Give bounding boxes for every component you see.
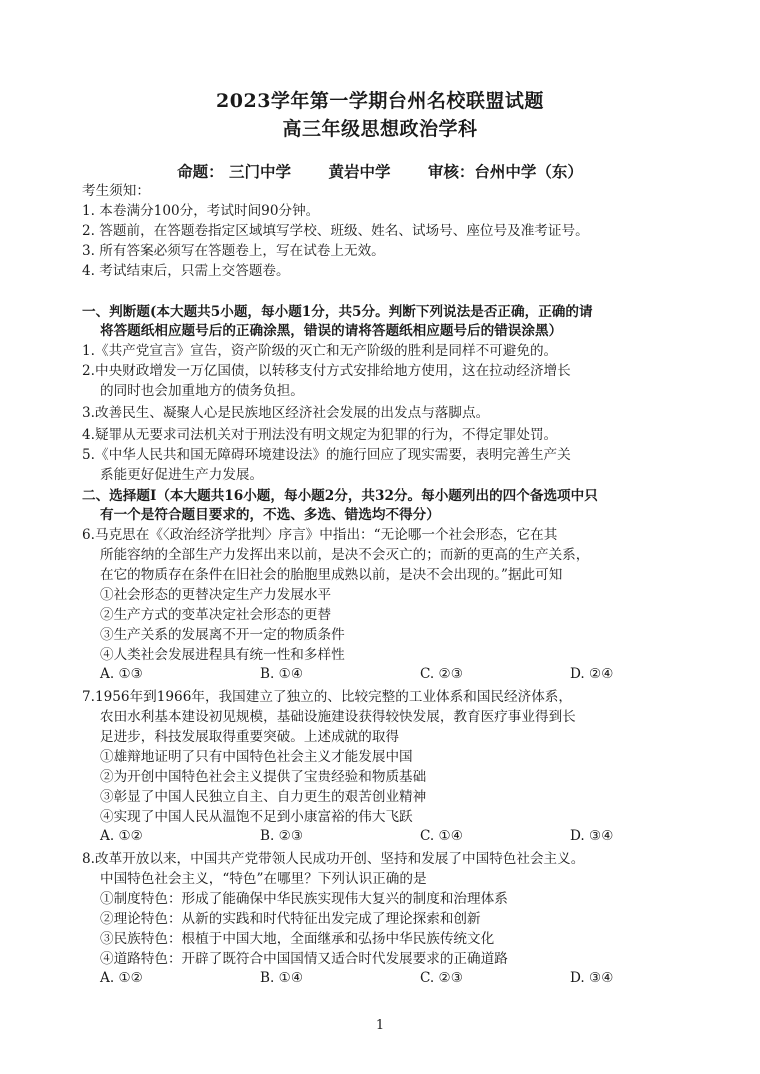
section2-heading-cont: 有一个是符合题目要求的，不选、多选、错选均不得分） <box>100 507 440 523</box>
section1-heading: 一、判断题(本大题共5小题，每小题1分，共5分。判断下列说法是否正确，正确的请 <box>82 304 593 320</box>
section2-heading: 二、选择题Ⅰ（本大题共16小题，每小题2分，共32分。每小题列出的四个备选项中只 <box>82 488 598 504</box>
option-b[interactable]: B. ②③ <box>260 828 304 844</box>
question-8-item: ④道路特色：开辟了既符合中国国情又适合时代发展要求的正确道路 <box>100 951 508 967</box>
question-6-stem: 在它的物质存在条件在旧社会的胎胞里成熟以前，是决不会出现的。”据此可知 <box>100 567 563 583</box>
notice-item: 1. 本卷满分100分，考试时间90分钟。 <box>82 203 320 219</box>
question-6-item: ④人类社会发展进程具有统一性和多样性 <box>100 647 345 663</box>
option-a[interactable]: A. ①② <box>100 970 143 986</box>
exam-subtitle: 高三年级思想政治学科 <box>282 118 478 140</box>
question-8-item: ②理论特色：从新的实践和时代特征出发完成了理论探索和创新 <box>100 911 481 927</box>
question-7-item: ④实现了中国人民从温饱不足到小康富裕的伟大飞跃 <box>100 809 413 825</box>
notice-heading: 考生须知： <box>82 183 150 199</box>
question-7-item: ③彰显了中国人民独立自主、自力更生的艰苦创业精神 <box>100 789 427 805</box>
option-d[interactable]: D. ②④ <box>570 666 614 682</box>
option-c[interactable]: C. ②③ <box>420 666 463 682</box>
option-d[interactable]: D. ③④ <box>570 828 614 844</box>
question-7-item: ①雄辩地证明了只有中国特色社会主义才能发展中国 <box>100 749 413 765</box>
question-6-item: ③生产关系的发展离不开一定的物质条件 <box>100 627 345 643</box>
question-7-stem: 足进步，科技发展取得重要突破。上述成就的取得 <box>100 729 400 745</box>
question-6-item: ②生产方式的变革决定社会形态的更替 <box>100 607 332 623</box>
question-6-stem: 6.马克思在《〈政治经济学批判〉序言》中指出：“无论哪一个社会形态，它在其 <box>82 527 558 543</box>
exam-title: 2023学年第一学期台州名校联盟试题 <box>216 90 544 112</box>
judge-item-4: 4.疑罪从无要求司法机关对于刑法没有明文规定为犯罪的行为，不得定罪处罚。 <box>82 427 558 443</box>
option-c[interactable]: C. ①④ <box>420 828 463 844</box>
option-b[interactable]: B. ①④ <box>260 666 304 682</box>
question-8-options <box>100 970 660 989</box>
author-school: 黄岩中学 <box>328 162 391 181</box>
option-a[interactable]: A. ①③ <box>100 666 143 682</box>
question-6-options <box>100 666 660 685</box>
judge-item-1: 1.《共产党宣言》宣告，资产阶级的灭亡和无产阶级的胜利是同样不可避免的。 <box>82 343 558 359</box>
question-7-stem: 7.1956年到1966年，我国建立了独立的、比较完整的工业体系和国民经济体系， <box>82 689 572 705</box>
option-d[interactable]: D. ③④ <box>570 970 614 986</box>
notice-item: 3. 所有答案必须写在答题卷上，写在试卷上无效。 <box>82 243 385 259</box>
question-7-options <box>100 828 660 847</box>
author-reviewer: 审核：台州中学（东） <box>427 162 583 181</box>
question-8-item: ③民族特色：根植于中国大地，全面继承和弘扬中华民族传统文化 <box>100 931 495 947</box>
question-6-stem: 所能容纳的全部生产力发挥出来以前，是决不会灭亡的；而新的更高的生产关系， <box>100 547 590 563</box>
option-a[interactable]: A. ①② <box>100 828 143 844</box>
judge-item-2-cont: 的同时也会加重地方的债务负担。 <box>100 383 304 399</box>
question-8-stem: 8.改革开放以来，中国共产党带领人民成功开创、坚持和发展了中国特色社会主义。 <box>82 851 585 867</box>
question-8-stem: 中国特色社会主义，“特色”在哪里？下列认识正确的是 <box>100 871 427 887</box>
section1-heading-cont: 将答题纸相应题号后的正确涂黑，错误的请将答题纸相应题号后的错误涂黑） <box>100 323 563 339</box>
question-6-item: ①社会形态的更替决定生产力发展水平 <box>100 587 332 603</box>
page-number: 1 <box>375 1018 385 1033</box>
option-c[interactable]: C. ②③ <box>420 970 463 986</box>
question-8-item: ①制度特色：形成了能确保中华民族实现伟大复兴的制度和治理体系 <box>100 891 508 907</box>
judge-item-5-cont: 系能更好促进生产力发展。 <box>100 467 264 483</box>
judge-item-3: 3.改善民生、凝聚人心是民族地区经济社会发展的出发点与落脚点。 <box>82 405 490 421</box>
notice-item: 2. 答题前，在答题卷指定区域填写学校、班级、姓名、试场号、座位号及准考证号。 <box>82 223 589 239</box>
question-7-item: ②为开创中国特色社会主义提供了宝贵经验和物质基础 <box>100 769 427 785</box>
notice-item: 4. 考试结束后，只需上交答题卷。 <box>82 263 290 279</box>
authors-line <box>0 160 760 182</box>
question-7-stem: 农田水利基本建设初见规模，基础设施建设获得较快发展，教育医疗事业得到长 <box>100 709 576 725</box>
author-setter: 命题： 三门中学 <box>177 162 292 181</box>
judge-item-2: 2.中央财政增发一万亿国债，以转移支付方式安排给地方使用，这在拉动经济增长 <box>82 363 571 379</box>
option-b[interactable]: B. ①④ <box>260 970 304 986</box>
judge-item-5: 5.《中华人民共和国无障碍环境建设法》的施行回应了现实需要，表明完善生产关 <box>82 447 571 463</box>
